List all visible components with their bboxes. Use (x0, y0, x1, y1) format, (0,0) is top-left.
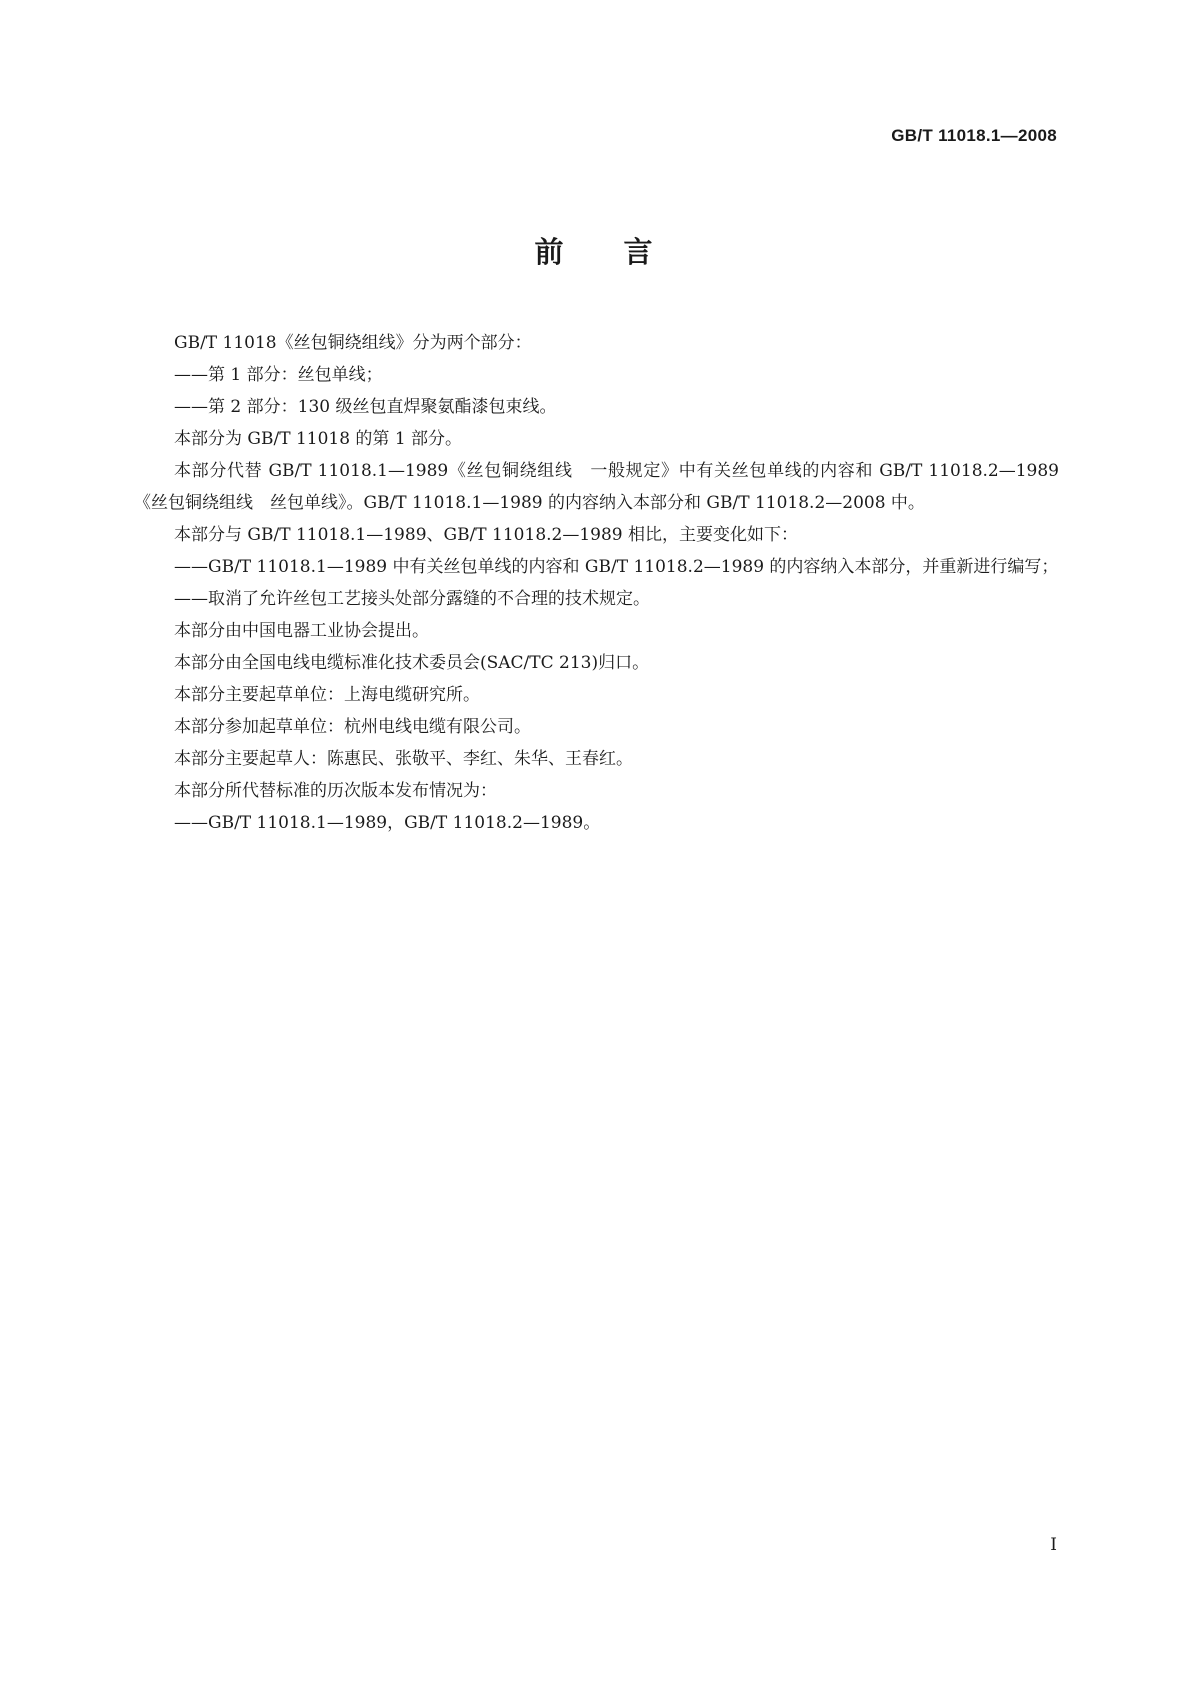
page-title (0, 230, 1191, 271)
list-item-part-1: ——第 1 部分：丝包单线； (174, 365, 383, 385)
paragraph-this-part: 本部分为 GB/T 11018 的第 1 部分。 (174, 429, 463, 449)
page-number: I (1050, 1535, 1057, 1555)
list-item-part-2: ——第 2 部分：130 级丝包直焊聚氨酯漆包束线。 (174, 397, 557, 417)
list-item-change-1: ——GB/T 11018.1—1989 中有关丝包单线的内容和 GB/T 11018.2—1989 的内容纳入本部分，并重新进行编写； (174, 557, 1059, 577)
paragraph-replaces: 本部分代替 GB/T 11018.1—1989《丝包铜绕组线 一般规定》中有关丝包单线的内容和 GB/T 11018.2—1989《丝包铜绕组线 丝包单线》。GB/T 11018.1—1989 的内容纳入本部分和 GB/T 11018.2—2008 中。 (134, 461, 1059, 513)
list-item-change-2: ——取消了允许丝包工艺接头处部分露缝的不合理的技术规定。 (174, 589, 650, 609)
paragraph-parts-intro: GB/T 11018《丝包铜绕组线》分为两个部分： (174, 333, 532, 353)
paragraph-participating-unit: 本部分参加起草单位：杭州电线电缆有限公司。 (174, 717, 531, 737)
foreword-body (134, 327, 1059, 839)
paragraph-proposed-by: 本部分由中国电器工业协会提出。 (174, 621, 429, 641)
standard-number: GB/T 11018.1—2008 (891, 126, 1057, 145)
list-item-previous-edition: ——GB/T 11018.1—1989，GB/T 11018.2—1989。 (174, 813, 601, 833)
title-char-1: 前 (534, 235, 568, 269)
title-char-2: 言 (623, 235, 657, 269)
paragraph-main-drafting-unit: 本部分主要起草单位：上海电缆研究所。 (174, 685, 480, 705)
paragraph-under-jurisdiction: 本部分由全国电线电缆标准化技术委员会(SAC/TC 213)归口。 (174, 653, 650, 673)
paragraph-drafters: 本部分主要起草人：陈惠民、张敬平、李红、朱华、王春红。 (174, 749, 633, 769)
paragraph-previous-editions: 本部分所代替标准的历次版本发布情况为： (174, 781, 497, 801)
paragraph-changes-intro: 本部分与 GB/T 11018.1—1989、GB/T 11018.2—1989 相比，主要变化如下： (174, 525, 799, 545)
